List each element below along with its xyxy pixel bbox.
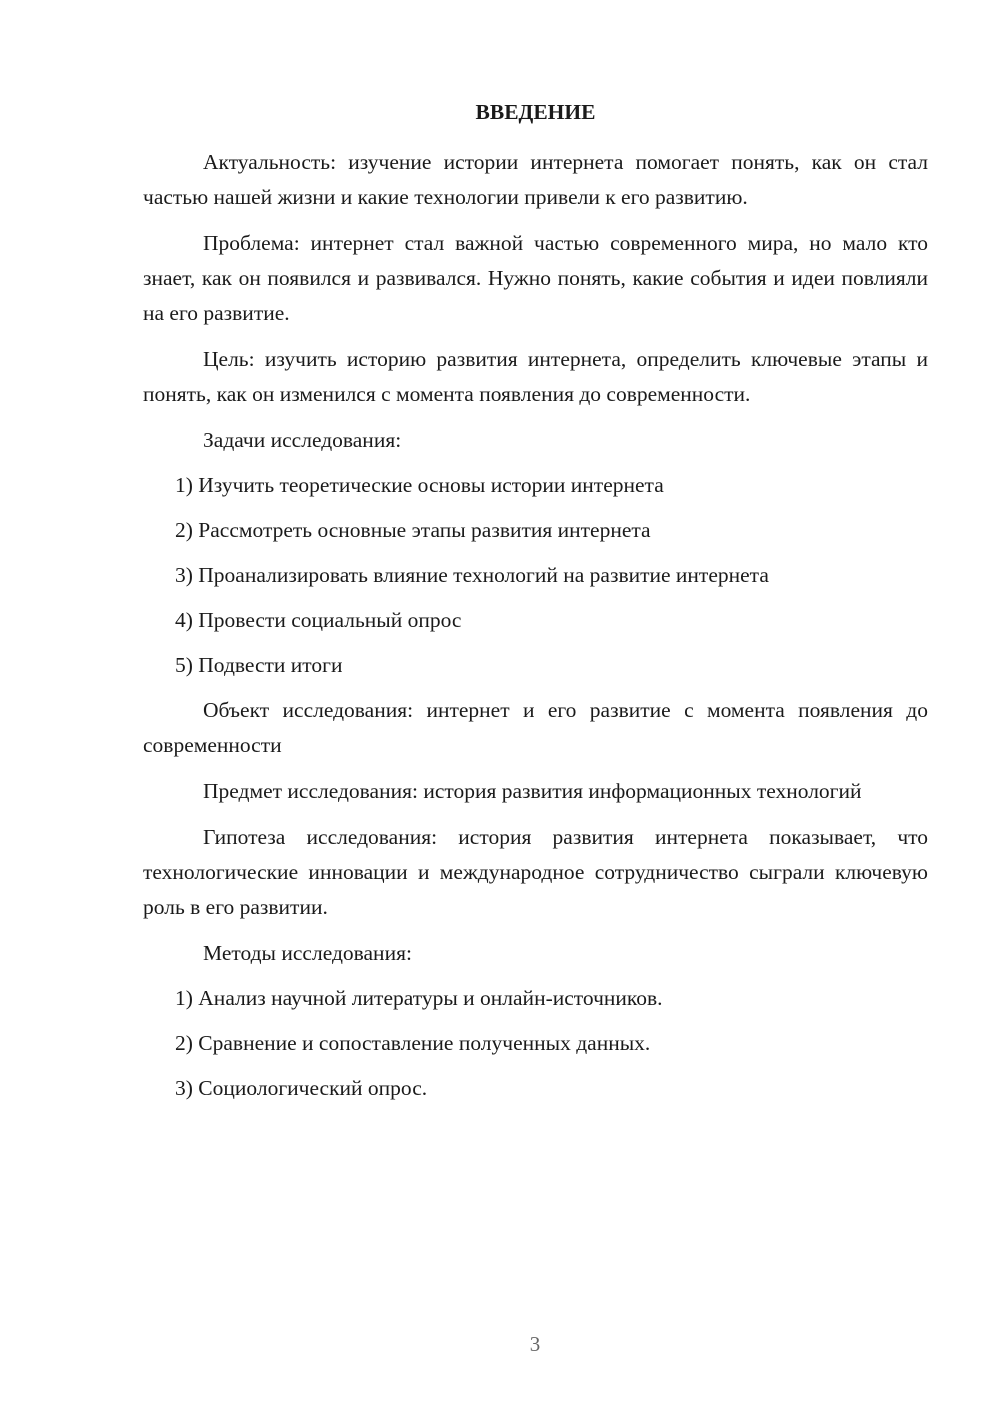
- list-item: 2) Рассмотреть основные этапы развития интернета: [175, 518, 651, 542]
- relevance-paragraph: Актуальность: изучение истории интернета помогает понять, как он стал частью нашей жизни и какие технологии привели к его развитию.: [143, 150, 928, 209]
- list-item: 1) Изучить теоретические основы истории интернета: [175, 473, 664, 497]
- methods-list: [143, 981, 928, 1106]
- tasks-list: [143, 468, 928, 683]
- document-page: [143, 95, 928, 1116]
- object-paragraph: Объект исследования: интернет и его развитие с момента появления до современности: [143, 698, 928, 757]
- list-item: 2) Сравнение и сопоставление полученных данных.: [175, 1031, 651, 1055]
- goal-paragraph: Цель: изучить историю развития интернета, определить ключевые этапы и понять, как он изменился с момента появления до современности.: [143, 347, 928, 406]
- problem-paragraph: Проблема: интернет стал важной частью современного мира, но мало кто знает, как он появился и развивался. Нужно понять, какие события и идеи повлияли на его развитие.: [143, 231, 928, 325]
- list-item: 1) Анализ научной литературы и онлайн-источников.: [175, 986, 663, 1010]
- list-item: 4) Провести социальный опрос: [175, 608, 462, 632]
- section-title: ВВЕДЕНИЕ: [475, 100, 596, 124]
- methods-heading: Методы исследования:: [203, 941, 412, 965]
- subject-paragraph: Предмет исследования: история развития информационных технологий: [203, 779, 862, 803]
- page-number: 3: [529, 1332, 541, 1356]
- tasks-heading: Задачи исследования:: [203, 428, 402, 452]
- list-item: 5) Подвести итоги: [175, 653, 343, 677]
- list-item: 3) Проанализировать влияние технологий на развитие интернета: [175, 563, 769, 587]
- hypothesis-paragraph: Гипотеза исследования: история развития интернета показывает, что технологические инновации и международное сотрудничество сыграли ключевую роль в его развитии.: [143, 825, 928, 919]
- list-item: 3) Социологический опрос.: [175, 1076, 428, 1100]
